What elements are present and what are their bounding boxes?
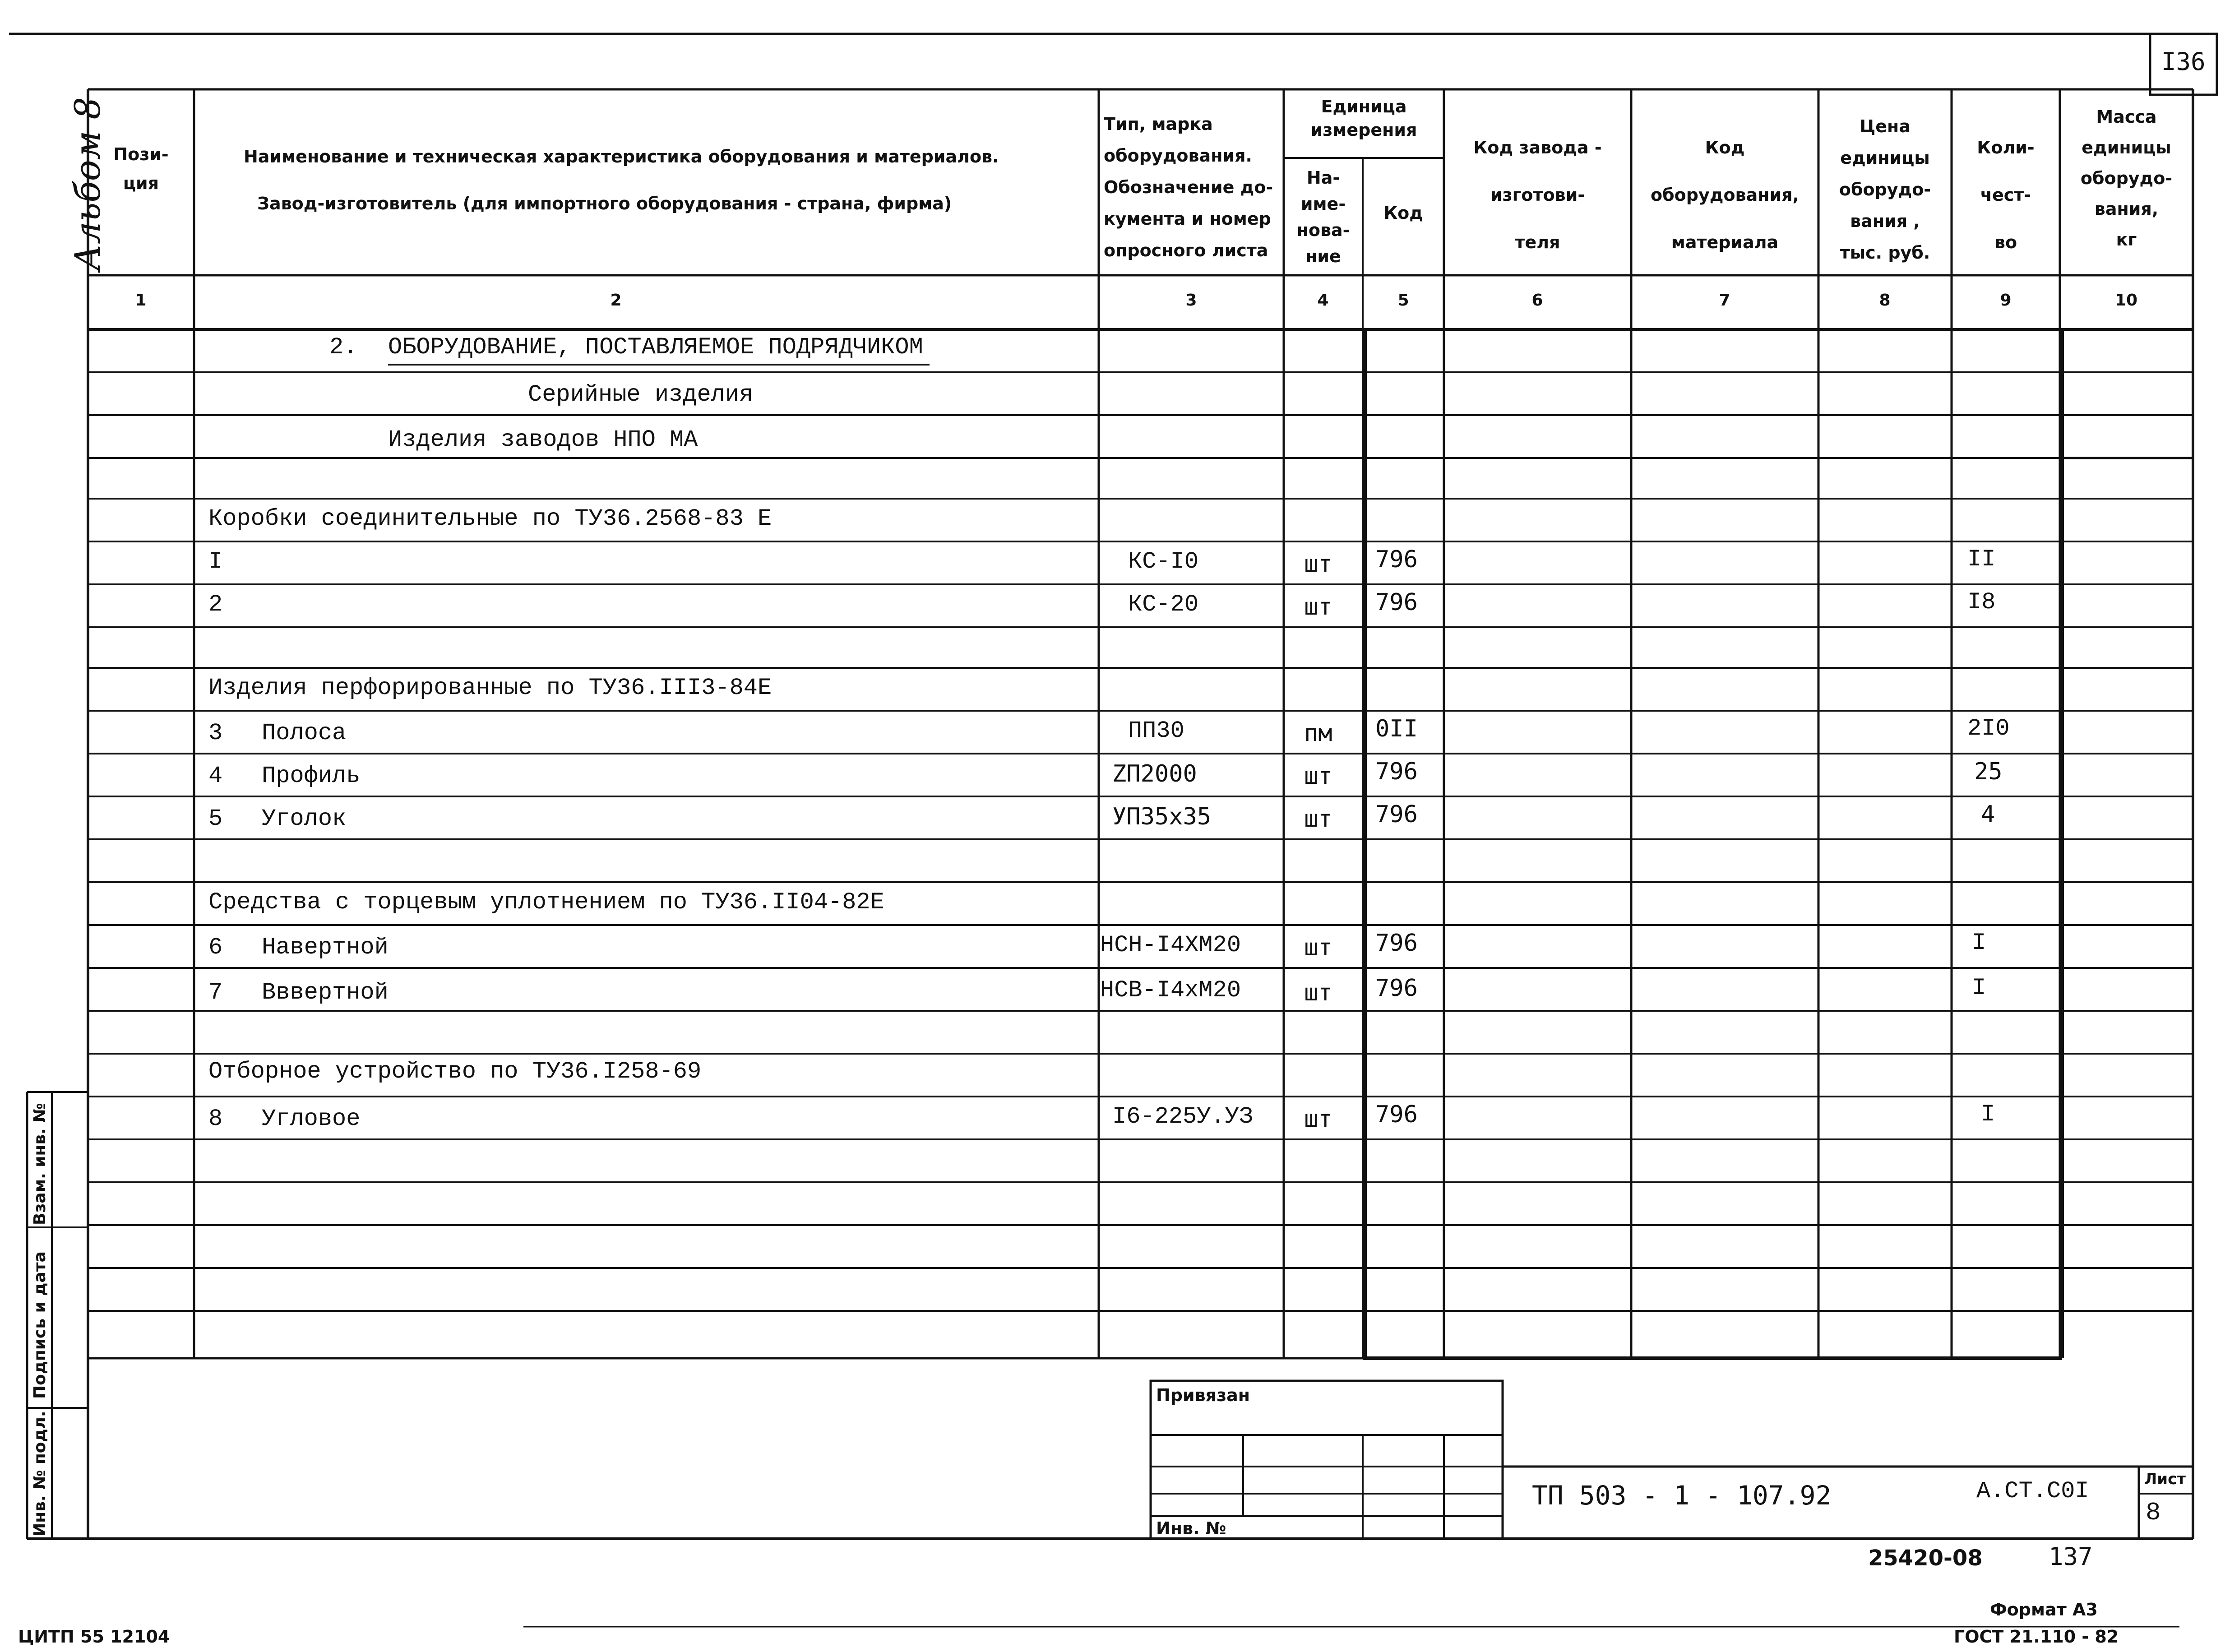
stamp-sheet-label: Лист — [2144, 1470, 2186, 1488]
row-unit: шт — [1304, 593, 1332, 620]
page-number: 137 — [2049, 1542, 2093, 1571]
row-quantity: II — [1967, 546, 1996, 573]
col-number-8: 8 — [1879, 291, 1891, 310]
col-number-10: 10 — [2114, 291, 2138, 310]
row-type: КС-20 — [1128, 591, 1199, 618]
header-unit-code: Код — [1383, 203, 1423, 223]
row-position: 6 — [208, 934, 223, 961]
row-position: 4 — [208, 763, 223, 789]
row-position: I — [208, 548, 223, 575]
col-number-2: 2 — [610, 291, 622, 310]
album-label: Альбом 8 — [68, 97, 108, 271]
section-number: 2. — [329, 334, 358, 361]
format-label: Формат А3 — [1990, 1600, 2098, 1620]
col-number-3: 3 — [1185, 291, 1197, 310]
row-unit: шт — [1304, 1106, 1332, 1133]
row-name: Угловое — [262, 1106, 361, 1132]
row-type: I6-225У.УЗ — [1112, 1103, 1254, 1130]
row-code: 796 — [1375, 546, 1418, 573]
group-heading: Изделия перфорированные по ТУ36.III3-84Е — [208, 675, 772, 701]
row-unit: шт — [1304, 979, 1332, 1006]
archive-number: 25420-08 — [1868, 1546, 1983, 1571]
section-subtitle-2: Изделия заводов НПО МА — [388, 426, 698, 453]
side-label-replace-inv: Взам. инв. № — [31, 1103, 49, 1225]
row-code: 796 — [1375, 758, 1418, 785]
row-quantity: 25 — [1974, 758, 2003, 785]
group-heading: Коробки соединительные по ТУ36.2568-83 Е — [208, 505, 772, 532]
stamp-sheet-number: 8 — [2146, 1498, 2161, 1527]
row-quantity: 2I0 — [1967, 715, 2010, 742]
side-label-signature-date: Подпись и дата — [31, 1251, 49, 1399]
row-type: ПП30 — [1128, 717, 1184, 744]
stamp-privyazan: Привязан — [1156, 1385, 1250, 1405]
row-unit: шт — [1304, 805, 1332, 833]
row-quantity: I — [1972, 975, 1986, 1001]
side-label-inv-original: Инв. № подл. — [31, 1411, 49, 1536]
row-position: 7 — [208, 979, 223, 1006]
header-price: Цена единицы оборудо- вания , тыс. руб. — [1839, 116, 1931, 263]
col-number-4: 4 — [1317, 291, 1329, 310]
row-name: Навертной — [262, 934, 389, 961]
header-type: Тип, марка оборудования. Обозначение до- кумента и номер опросного листа — [1104, 114, 1273, 260]
row-position: 8 — [208, 1106, 223, 1132]
row-quantity: I8 — [1967, 589, 1996, 615]
row-type: КС-I0 — [1128, 548, 1199, 575]
col-number-7: 7 — [1719, 291, 1730, 310]
row-quantity: I — [1972, 930, 1986, 956]
row-code: 796 — [1375, 975, 1418, 1002]
header-factory-code: Код завода - изготови- теля — [1473, 138, 1602, 252]
citp-label: ЦИТП 55 12104 — [18, 1627, 170, 1647]
row-type: ZП2000 — [1112, 760, 1197, 787]
row-code: 796 — [1375, 801, 1418, 828]
row-type: УП35х35 — [1112, 803, 1212, 830]
row-unit: шт — [1304, 551, 1332, 578]
row-position: 5 — [208, 805, 223, 832]
row-quantity: 4 — [1981, 801, 1995, 828]
header-mass: Масса единицы оборудо- вания, кг — [2080, 107, 2173, 250]
header-name: Наименование и техническая характеристика оборудования и материалов. Завод-изготовитель (для импортного оборудования - страна, фирма) — [244, 147, 999, 213]
col-number-6: 6 — [1531, 291, 1543, 310]
row-position: 3 — [208, 720, 223, 746]
header-unit: Единица измерения — [1310, 97, 1417, 140]
group-heading: Отборное устройство по ТУ36.I258-69 — [208, 1058, 702, 1085]
row-unit: пм — [1304, 720, 1332, 747]
row-code: 796 — [1375, 930, 1418, 957]
col-number-9: 9 — [2000, 291, 2012, 310]
stamp-doc-code: ТП 503 - 1 - 107.92 — [1532, 1480, 1832, 1511]
group-heading: Средства с торцевым уплотнением по ТУ36.II04-82Е — [208, 889, 884, 916]
row-name: Полоса — [262, 720, 347, 746]
row-unit: шт — [1304, 763, 1332, 790]
row-position: 2 — [208, 591, 223, 618]
section-title: ОБОРУДОВАНИЕ, ПОСТАВЛЯЕМОЕ ПОДРЯДЧИКОМ — [388, 334, 923, 361]
row-code: 796 — [1375, 1101, 1418, 1128]
header-position: Пози- ция — [113, 144, 169, 193]
row-code: 0II — [1375, 715, 1418, 742]
corner-sheet-number: I36 — [2161, 47, 2206, 76]
row-name: Вввертной — [262, 979, 389, 1006]
row-code: 796 — [1375, 589, 1418, 616]
stamp-inv-number: Инв. № — [1156, 1518, 1226, 1538]
row-name: Профиль — [262, 763, 361, 789]
col-number-5: 5 — [1397, 291, 1409, 310]
row-quantity: I — [1981, 1101, 1995, 1128]
row-name: Уголок — [262, 805, 347, 832]
row-unit: шт — [1304, 934, 1332, 961]
col-number-1: 1 — [135, 291, 147, 310]
section-subtitle: Серийные изделия — [528, 381, 754, 408]
header-unit-name: На- име- нова- ние — [1296, 168, 1350, 266]
header-quantity: Коли- чест- во — [1977, 138, 2035, 252]
gost-label: ГОСТ 21.110 - 82 — [1954, 1627, 2119, 1647]
stamp-mark: А.СТ.С0I — [1976, 1478, 2089, 1504]
row-type: НСН-I4ХМ20 — [1100, 932, 1241, 958]
row-type: НСВ-I4хМ20 — [1100, 977, 1241, 1004]
header-equipment-code: Код оборудования, материала — [1651, 138, 1799, 252]
